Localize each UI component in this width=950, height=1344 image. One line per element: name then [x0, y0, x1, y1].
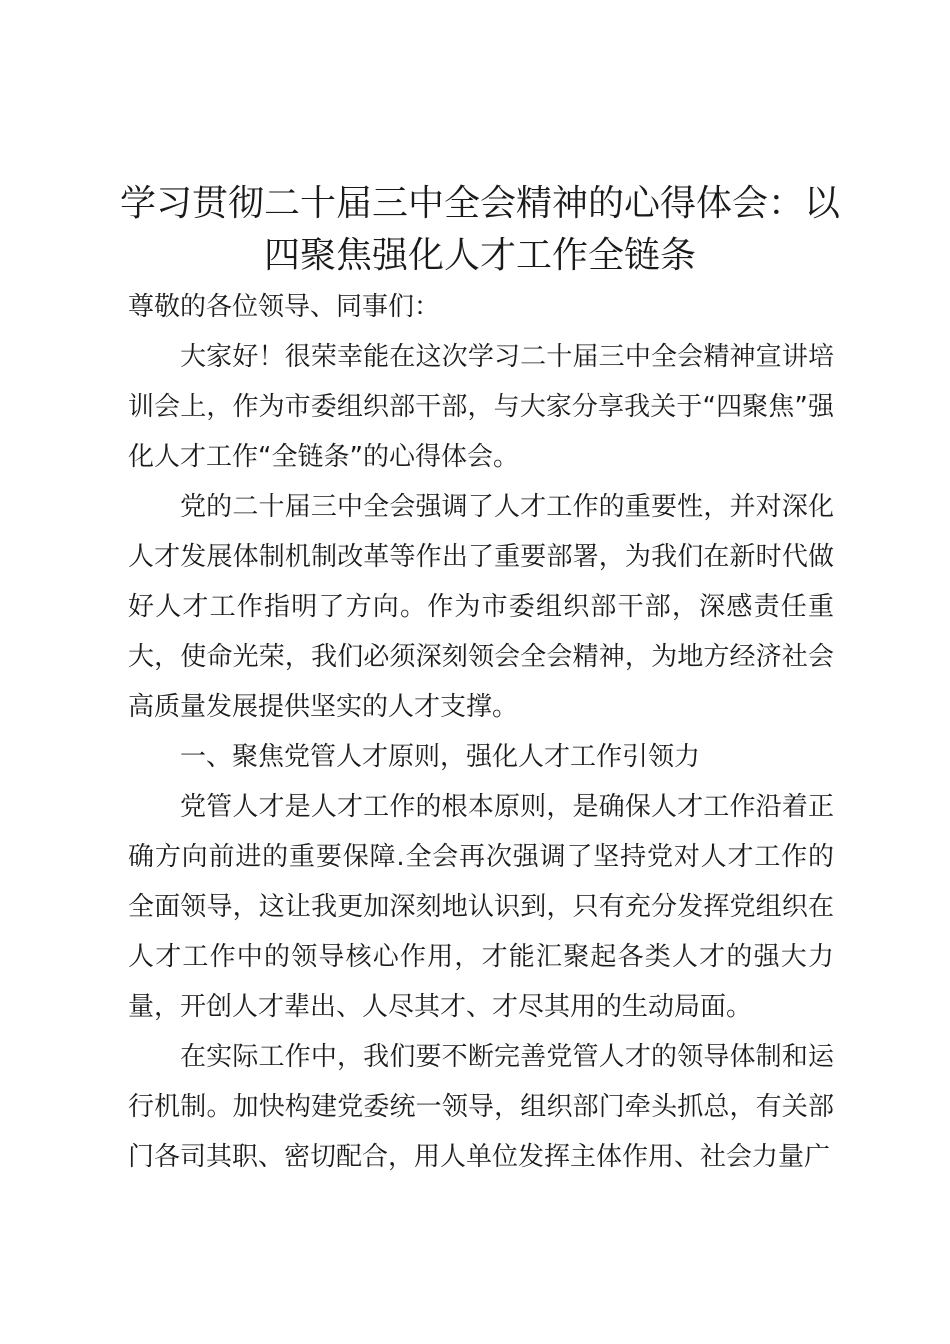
paragraph-greeting: 大家好！很荣幸能在这次学习二十届三中全会精神宣讲培训会上，作为市委组织部干部，与大家分享我关于“四聚焦”强化人才工作“全链条”的心得体会。	[128, 342, 834, 472]
document-body	[128, 282, 834, 1182]
document-title	[110, 178, 850, 282]
paragraph-plenum-importance: 党的二十届三中全会强调了人才工作的重要性，并对深化人才发展体制机制改革等作出了重要部署，为我们在新时代做好人才工作指明了方向。作为市委组织部干部，深感责任重大，使命光荣，我们必须深刻领会全会精神，为地方经济社会高质量发展提供坚实的人才支撑。	[128, 492, 834, 722]
title-line-1: 学习贯彻二十届三中全会精神的心得体会：以	[119, 183, 840, 224]
section-heading-1: 一、聚焦党管人才原则，强化人才工作引领力	[180, 742, 701, 772]
title-line-2: 四聚焦强化人才工作全链条	[263, 235, 696, 276]
paragraph-practical-work: 在实际工作中，我们要不断完善党管人才的领导体制和运行机制。加快构建党委统一领导，组织部门牵头抓总，有关部门各司其职、密切配合，用人单位发挥主体作用、社会力量广	[128, 1042, 834, 1172]
paragraph-party-leadership: 党管人才是人才工作的根本原则，是确保人才工作沿着正确方向前进的重要保障.全会再次强调了坚持党对人才工作的全面领导，这让我更加深刻地认识到，只有充分发挥党组织在人才工作中的领导核心作用，才能汇聚起各类人才的强大力量，开创人才辈出、人尽其才、才尽其用的生动局面。	[128, 792, 834, 1022]
salutation: 尊敬的各位领导、同事们：	[128, 292, 441, 322]
